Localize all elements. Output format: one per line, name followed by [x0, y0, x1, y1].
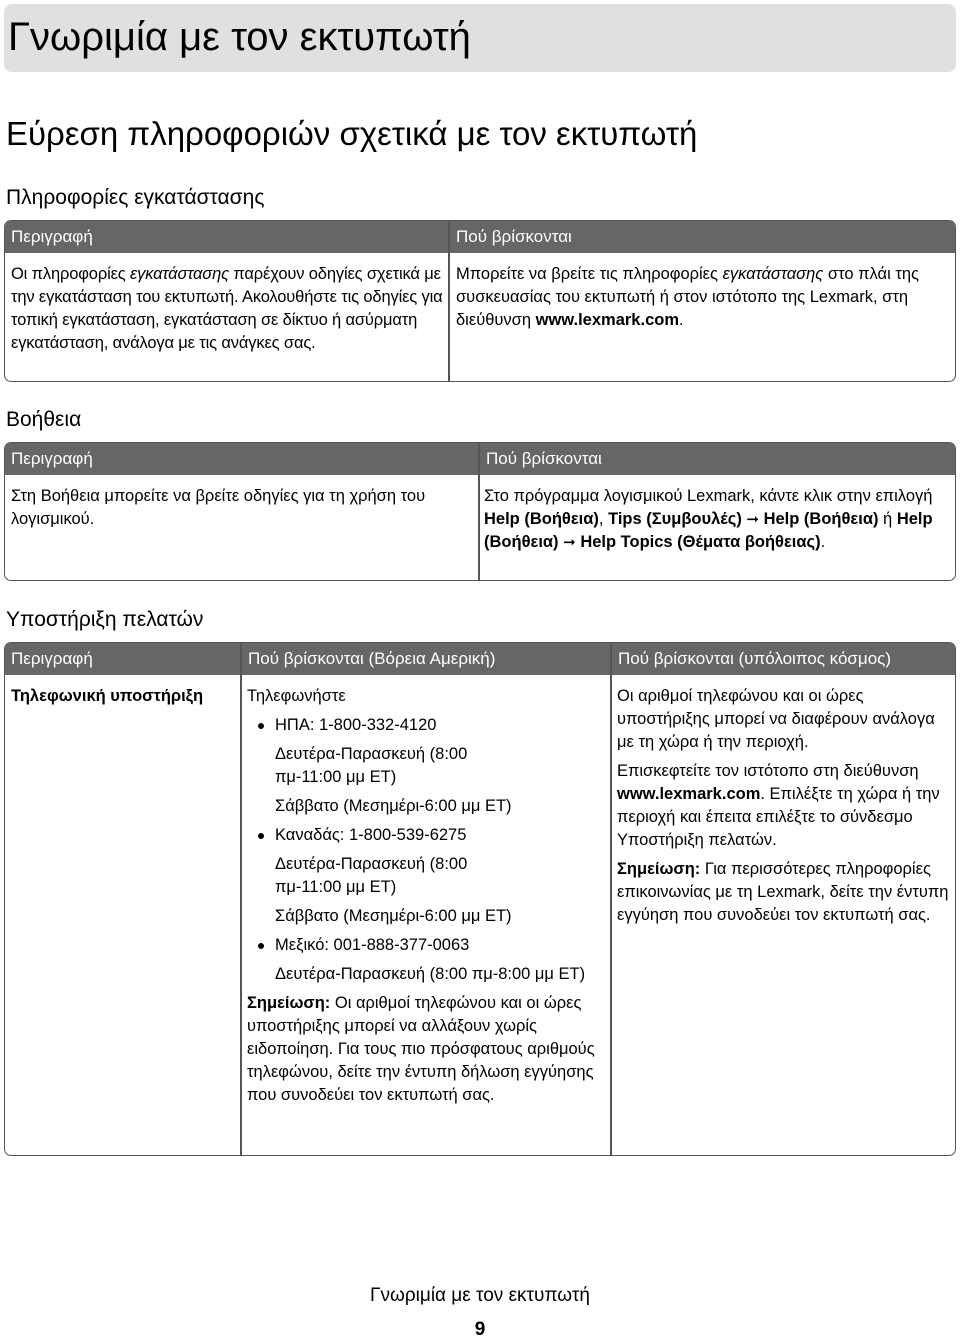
help-col-description-header: Περιγραφή	[5, 443, 479, 475]
support-heading: Υποστήριξη πελατών	[6, 608, 204, 631]
setup-col-description-header: Περιγραφή	[5, 221, 449, 253]
na-phone-details	[247, 685, 603, 1107]
call-label: Τηλεφωνήστε	[247, 687, 346, 705]
setup-table	[4, 220, 956, 382]
lexmark-url-link[interactable]: www.lexmark.com	[617, 785, 761, 803]
list-item: Καναδάς: 1-800-539-6275 Δευτέρα-Παρασκευή (8:00 πμ-11:00 μμ ET) Σάββατο (Μεσημέρι-6:00 μμ ET)	[247, 824, 603, 928]
help-heading: Βοήθεια	[6, 408, 82, 431]
help-table	[4, 442, 956, 581]
chapter-title: Γνωριμία με τον εκτυπωτή	[8, 15, 471, 59]
help-description: Στη Βοήθεια μπορείτε να βρείτε οδηγίες για τη χρήση του λογισμικού.	[11, 487, 426, 528]
list-item: Μεξικό: 001-888-377-0063 Δευτέρα-Παρασκευή (8:00 πμ-8:00 μμ ET)	[247, 934, 603, 986]
lexmark-url-link[interactable]: www.lexmark.com	[535, 311, 679, 329]
setup-description: Οι πληροφορίες εγκατάστασης παρέχουν οδηγίες σχετικά με την εγκατάσταση του εκτυπωτή. Ακολουθήστε τις οδηγίες για τοπική εγκατάσταση, εγκατάσταση σε δίκτυο ή ασύρματη εγκατάσταση, ανάλογα με τις ανάγκες σας.	[11, 265, 443, 352]
phone-list	[247, 714, 603, 986]
arrow-right-icon: ➞	[746, 511, 759, 528]
support-table	[4, 642, 956, 1156]
column-divider	[448, 221, 450, 381]
section-title: Εύρεση πληροφοριών σχετικά με τον εκτυπωτή	[6, 115, 698, 152]
column-divider	[478, 443, 480, 580]
column-divider	[610, 643, 612, 1155]
world-details: Οι αριθμοί τηλεφώνου και οι ώρες υποστήριξης μπορεί να διαφέρουν ανάλογα με τη χώρα ή την περιοχή. Επισκεφτείτε τον ιστότοπο στη διεύθυνση www.lexmark.com. Επιλέξτε τη χώρα ή την περιοχή και έπειτα επιλέξτε το σύνδεσμο Υποστήριξη πελατών. Σημείωση: Για περισσότερες πληροφορίες επικοινωνίας με τη Lexmark, δείτε την έντυπη εγγύηση που συνοδεύει τον εκτυπωτή σας.	[617, 685, 951, 927]
world-note: Σημείωση: Για περισσότερες πληροφορίες επικοινωνίας με τη Lexmark, δείτε την έντυπη εγγύηση που συνοδεύει τον εκτυπωτή σας.	[617, 860, 949, 924]
page-number: 9	[474, 1319, 486, 1340]
support-col-description-header: Περιγραφή	[5, 643, 241, 675]
help-location: Στο πρόγραμμα λογισμικού Lexmark, κάντε κλικ στην επιλογή Help (Βοήθεια), Tips (Συμβουλές) ➞ Help (Βοήθεια) ή Help (Βοήθεια) ➞ Help Topics (Θέματα βοήθειας).	[484, 487, 933, 551]
help-col-location-header: Πού βρίσκονται	[480, 443, 955, 475]
phone-support-label: Τηλεφωνική υποστήριξη	[11, 687, 204, 705]
setup-location: Μπορείτε να βρείτε τις πληροφορίες εγκατάστασης στο πλάι της συσκευασίας του εκτυπωτή ή στον ιστότοπο της Lexmark, στη διεύθυνση www.lexmark.com.	[456, 265, 919, 329]
list-item: ΗΠΑ: 1-800-332-4120 Δευτέρα-Παρασκευή (8:00 πμ-11:00 μμ ET) Σάββατο (Μεσημέρι-6:00 μμ ET)	[247, 714, 603, 818]
footer-title: Γνωριμία με τον εκτυπωτή	[370, 1285, 590, 1306]
column-divider	[240, 643, 242, 1155]
setup-col-location-header: Πού βρίσκονται	[450, 221, 955, 253]
setup-heading: Πληροφορίες εγκατάστασης	[6, 186, 265, 209]
arrow-right-icon: ➞	[563, 534, 576, 551]
support-col-na-header: Πού βρίσκονται (Βόρεια Αμερική)	[242, 643, 611, 675]
support-col-world-header: Πού βρίσκονται (υπόλοιπος κόσμος)	[612, 643, 955, 675]
na-note: Σημείωση: Οι αριθμοί τηλεφώνου και οι ώρες υποστήριξης μπορεί να αλλάξουν χωρίς ειδοποίηση. Για τους πιο πρόσφατους αριθμούς τηλεφώνου, δείτε την έντυπη δήλωση εγγύησης που συνοδεύει τον εκτυπωτή σας.	[247, 994, 595, 1104]
